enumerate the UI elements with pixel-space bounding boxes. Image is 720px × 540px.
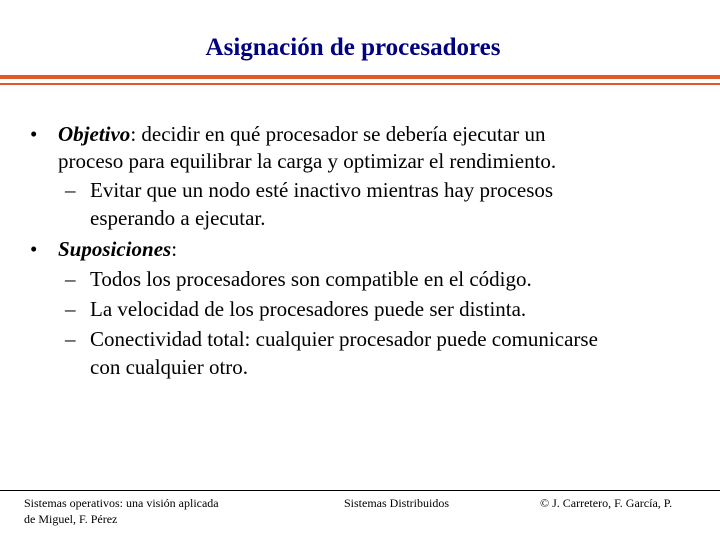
footer-copyright: © J. Carretero, F. García, P. — [540, 496, 673, 510]
bullet-symbol: • — [30, 237, 38, 261]
subitem-evitar-line2: esperando a ejecutar. — [90, 206, 266, 230]
subitem-dash: – — [65, 327, 76, 351]
bullet-symbol: • — [30, 122, 38, 146]
footer-left-line1: Sistemas operativos: una visión aplicada — [24, 496, 219, 510]
bullet-objetivo-line2: proceso para equilibrar la carga y optimizar el rendimiento. — [58, 149, 557, 173]
bullet-term-objetivo: Objetivo — [58, 122, 131, 146]
subitem-velocidad: La velocidad de los procesadores puede ser distinta. — [90, 297, 527, 321]
footer-left-line2: de Miguel, F. Pérez — [24, 512, 118, 526]
bullet-suposiciones-line1 — [58, 234, 177, 264]
subitem-conectividad-line1: Conectividad total: cualquier procesador puede comunicarse — [90, 327, 598, 351]
footer-book-title — [24, 495, 219, 527]
bullet-text: : decidir en qué procesador se debería ejecutar un — [130, 122, 546, 146]
subitem-dash: – — [65, 267, 76, 291]
subitem-evitar-line1: Evitar que un nodo esté inactivo mientras hay procesos — [90, 178, 554, 202]
slide-title: Asignación de procesadores — [205, 34, 501, 61]
bullet-term-suposiciones: Suposiciones — [58, 237, 172, 261]
title-divider-thin — [0, 83, 720, 85]
footer-course: Sistemas Distribuidos — [344, 496, 450, 510]
subitem-conectividad-line2: con cualquier otro. — [90, 355, 249, 379]
subitem-dash: – — [65, 297, 76, 321]
footer-divider — [0, 490, 720, 491]
subitem-dash: – — [65, 178, 76, 202]
subitem-compatible: Todos los procesadores son compatible en el código. — [90, 267, 532, 291]
bullet-objetivo-line1 — [58, 119, 545, 149]
bullet-text: : — [171, 237, 178, 261]
title-divider-thick — [0, 75, 720, 79]
